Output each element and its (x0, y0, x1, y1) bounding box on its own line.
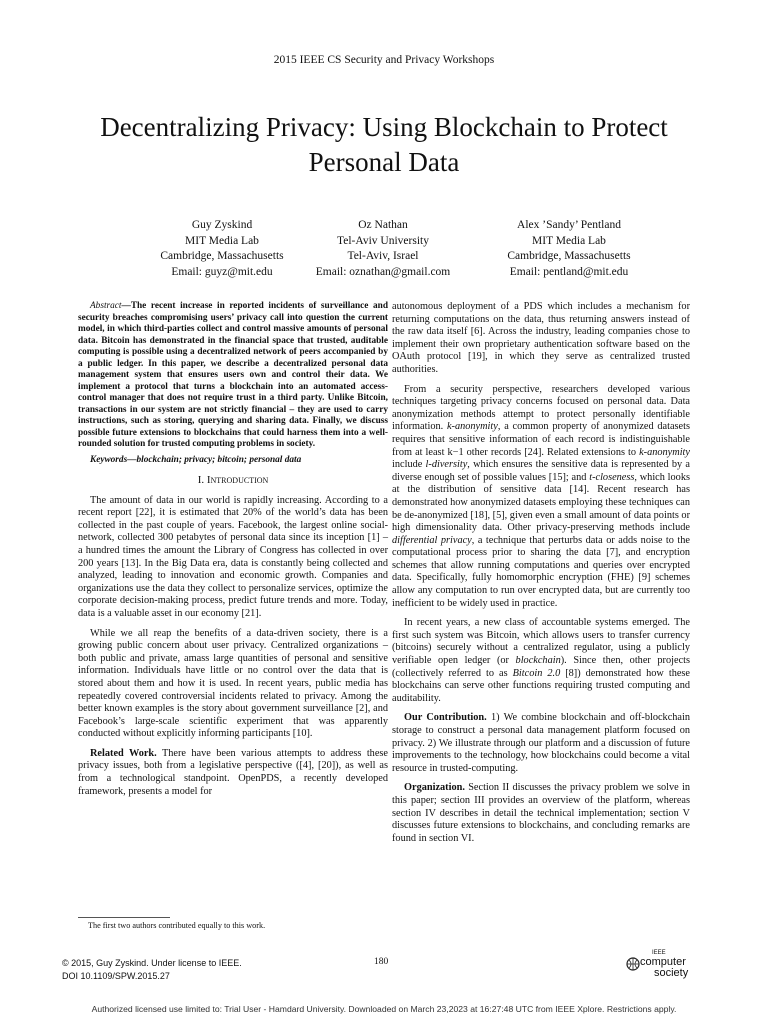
run-in-heading: Related Work. (90, 747, 157, 759)
author-affiliation: Tel-Aviv University (337, 234, 429, 247)
term: l-diversity (425, 459, 468, 471)
author-block-3 (449, 218, 689, 280)
logo-text-mid: computer (640, 956, 686, 968)
author-affiliation: MIT Media Lab (532, 234, 606, 247)
paragraph-text: [8]) demonstrated how these blockchains can serve other functions requiring trusted computing and auditability. (392, 667, 690, 704)
section-heading (78, 474, 388, 487)
paragraph-text: include (392, 459, 426, 471)
paragraph-text: , a technique that perturbs data or adds noise to the computational process prior to sharing the data [7], and encryption schemes that allow running computations and queries over encrypted data. Specifically, fully homomorphic encryption (FHE) [9] schemes allow any computation to run over encrypted data, but are currently too inefficient to be widely used in practice. (392, 534, 690, 609)
author-name: Guy Zyskind (191, 219, 253, 231)
author-location: Cambridge, Massachusetts (507, 250, 631, 262)
author-location: Tel-Aviv, Israel (347, 250, 419, 262)
paragraph: The amount of data in our world is rapidly increasing. According to a recent report [22], it is estimated that 20% of the world’s data has been collected in the past couple of years. Facebook, the largest online social-network, collected 300 petabytes of personal data since its inception [1] – a hundred times the amount the Library of Congress has collected in over 200 years [13]. In the Big Data era, data is constantly being collected and analyzed, leading to innovation and economic growth. Companies and organizations use the data they collect to personalize services, optimize the corporate decision-making process, predict future trends and more. Today, data is a valuable asset in our economy [21]. (78, 494, 388, 619)
doi: DOI 10.1109/SPW.2015.27 (62, 971, 170, 981)
abstract-lead: Abstract (90, 301, 122, 311)
paragraph-text: 1) We combine blockchain and off-blockchain storage to construct a personal data management platform focused on privacy. 2) We illustrate through our platform and a discussion of future improvements to the technology, how blockchains could become a vital resource in trusted-computing. (392, 712, 690, 774)
page-number: 180 (374, 957, 389, 967)
abstract-text: —The recent increase in reported incidents of surveillance and security breaches compromising users’ privacy call into question the current model, in which third-parties collect and control massive amounts of personal data. Bitcoin has demonstrated in the financial space that trusted, auditable computing is possible using a decentralized network of peers accompanied by a public ledger. In this paper, we describe a decentralized personal data management system that ensures users own and control their data. We implement a protocol that turns a blockchain into an automated access-control manager that does not require trust in a third party. Unlike Bitcoin, transactions in our system are not strictly financial – they are used to carry instructions, such as storing, querying and sharing data. Finally, we discuss possible future extensions to blockchains that could harness them into a well-rounded solution for trusted computing problems in society. (78, 301, 388, 449)
right-column (392, 301, 690, 845)
author-email: Email: pentland@mit.edu (509, 265, 629, 278)
term: blockchain (515, 655, 561, 667)
author-name: Oz Nathan (358, 219, 408, 231)
run-in-heading: Our Contribution. (404, 712, 487, 724)
author-affiliation: MIT Media Lab (185, 234, 259, 247)
author-email: Email: oznathan@gmail.com (315, 265, 451, 278)
download-notice: Authorized licensed use limited to: Trial User - Hamdard University. Downloaded on March 23,2023 at 16:27:48 UTC from IEEE Xplore. Restrictions apply. (91, 1004, 677, 1014)
term: t-closeness (589, 471, 635, 483)
term: differential privacy (392, 534, 472, 546)
paragraph: While we all reap the benefits of a data-driven society, there is a growing public concern about user privacy. Centralized organizations – both public and private, amass large quantities of personal and sensitive information. Individuals have little or no control over the data that is stored about them and how it is used. In recent years, public media has repeatedly covered controversial incidents related to privacy. Among the better known examples is the story about government surveillance [2], and Facebook’s large-scale scientific experiment that was apparently conducted without explicitly informing participants [10]. (78, 627, 388, 740)
paragraph: autonomous deployment of a PDS which includes a mechanism for returning computations on the data, thus returning answers instead of the raw data itself [6]. Across the industry, leading companies chose to implement their own proprietary authentication software based on the OAuth protocol [19], in which they serve as centralized trusted authorities. (392, 301, 690, 375)
footnote-rule (78, 917, 170, 918)
conference-venue: 2015 IEEE CS Security and Privacy Workshops (273, 54, 495, 66)
paragraph-text: , which looks at the distribution of sensitive data [14]. Recent research has demonstrated how anonymized datasets employing these techniques can be de-anonymized [18], [5], given even a small amount of data points or high dimensionality data. Other privacy-preserving methods include (392, 471, 690, 534)
copyright-notice: © 2015, Guy Zyskind. Under license to IEEE. (62, 958, 242, 968)
logo-text-bottom: society (654, 967, 689, 979)
paragraph-text: Section II discusses the privacy problem we solve in this paper; section III provides an overview of the platform, whereas section IV describes in detail the technical implementation; section V discusses future extensions to blockchains, and concluding remarks are found in section VI. (392, 782, 690, 844)
paper-title: Decentralizing Privacy: Using Blockchain to Protect Personal Data (100, 112, 668, 177)
abstract (78, 301, 388, 451)
ieee-computer-society-logo (626, 950, 706, 980)
paragraph-text: , a common property of anonymized datasets requires that sensitive information of each record is indistinguishable from at least k−1 other records [24]. Related extensions to (392, 421, 690, 458)
run-in-heading: Organization. (404, 782, 465, 794)
footnote: The first two authors contributed equally to this work. (88, 921, 266, 930)
logo-globe-icon (626, 957, 640, 971)
paragraph-text: There have been various attempts to address these privacy issues, both from a legislative perspective ([4], [20]), as well as from a technological standpoint. OpenPDS, a recently developed framework, presents a model for (78, 747, 388, 797)
author-email: Email: guyz@mit.edu (171, 265, 273, 278)
paragraph-organization (392, 782, 690, 845)
paragraph-text: ). Since then, other projects (collectively referred to as (392, 655, 691, 679)
paragraph-privacy-techniques (392, 384, 690, 611)
section-name: Introduction (206, 474, 269, 486)
paragraph-text: In recent years, a new class of accountable systems emerged. The first such system was Bitcoin, which allows users to transfer currency (bitcoins) securely without a centralized regulator, using a publicly verifiable open ledger (or (392, 617, 690, 667)
author-location: Cambridge, Massachusetts (160, 250, 284, 262)
left-column (78, 301, 388, 798)
author-name: Alex ’Sandy’ Pentland (517, 219, 621, 231)
paragraph-text: From a security perspective, researchers developed various techniques targeting privacy concerns focused on personal data. Data anonymization methods attempt to protect personally identifiable information. (392, 383, 690, 433)
logo-text-top: IEEE (652, 950, 666, 956)
term: k-anonymity (639, 446, 690, 458)
keywords: Keywords—blockchain; privacy; bitcoin; personal data (90, 454, 302, 465)
term: Bitcoin 2.0 (512, 667, 561, 679)
copyright-block (62, 957, 242, 983)
paragraph-text: , which ensures the sensitive data is represented by a diverse enough set of possible values [15]; and (392, 459, 690, 483)
paragraph-contribution (392, 712, 690, 775)
paragraph-bitcoin (392, 617, 690, 705)
paragraph-related-work (78, 748, 388, 798)
term: k-anonymity (446, 421, 498, 433)
section-numeral: I. (197, 474, 205, 486)
